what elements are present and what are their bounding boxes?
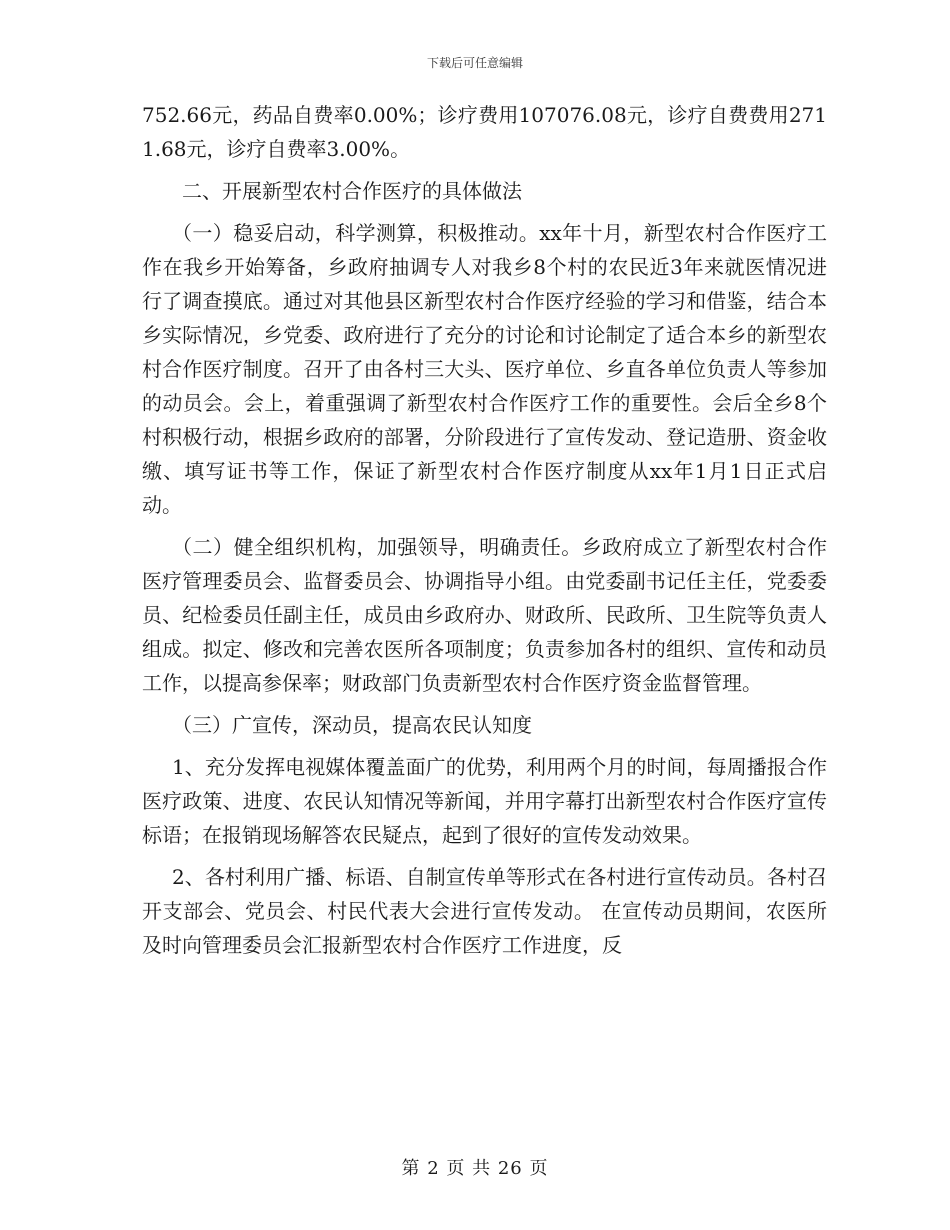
paragraph-village-publicity: 2、各村利用广播、标语、自制宣传单等形式在各村进行宣传动员。各村召开支部会、党员会、村民代表大会进行宣传发动。 在宣传动员期间，农医所及时向管理委员会汇报新型农村合作医疗工作进度，反 <box>142 865 827 957</box>
paragraph-tv-media: 1、充分发挥电视媒体覆盖面广的优势，利用两个月的时间，每周播报合作医疗政策、进度、农民认知情况等新闻，并用字幕打出新型农村合作医疗宣传标语；在报销现场解答农民疑点，起到了很好的宣传发动效果。 <box>142 755 827 847</box>
page-footer: 第 2 页 共 26 页 <box>401 1158 549 1179</box>
subheading-publicity: （三）广宣传，深动员，提高农民认知度 <box>172 713 532 737</box>
paragraph-fee-summary: 752.66元，药品自费率0.00%；诊疗费用107076.08元，诊疗自费费用2711.68元，诊疗自费率3.00%。 <box>142 103 827 161</box>
document-body <box>142 98 827 970</box>
paragraph-launch: （一）稳妥启动，科学测算，积极推动。xx年十月，新型农村合作医疗工作在我乡开始筹备，乡政府抽调专人对我乡8个村的农民近3年来就医情况进行了调查摸底。通过对其他县区新型农村合作医疗经验的学习和借鉴，结合本乡实际情况，乡党委、政府进行了充分的讨论和讨论制定了适合本乡的新型农村合作医疗制度。召开了由各村三大头、医疗单位、乡直各单位负责人等参加的动员会。会上，着重强调了新型农村合作医疗工作的重要性。会后全乡8个村积极行动，根据乡政府的部署，分阶段进行了宣传发动、登记造册、资金收缴、填写证书等工作，保证了新型农村合作医疗制度从xx年1月1日正式启动。 <box>142 221 827 517</box>
section-heading-practices: 二、开展新型农村合作医疗的具体做法 <box>182 179 522 203</box>
page-header: 下载后可任意编辑 <box>426 56 523 70</box>
paragraph-organization: （二）健全组织机构，加强领导，明确责任。乡政府成立了新型农村合作医疗管理委员会、监督委员会、协调指导小组。由党委副书记任主任，党委委员、纪检委员任副主任，成员由乡政府办、财政所、民政所、卫生院等负责人组成。拟定、修改和完善农医所各项制度；负责参加各村的组织、宣传和动员工作，以提高参保率；财政部门负责新型农村合作医疗资金监督管理。 <box>142 535 827 695</box>
